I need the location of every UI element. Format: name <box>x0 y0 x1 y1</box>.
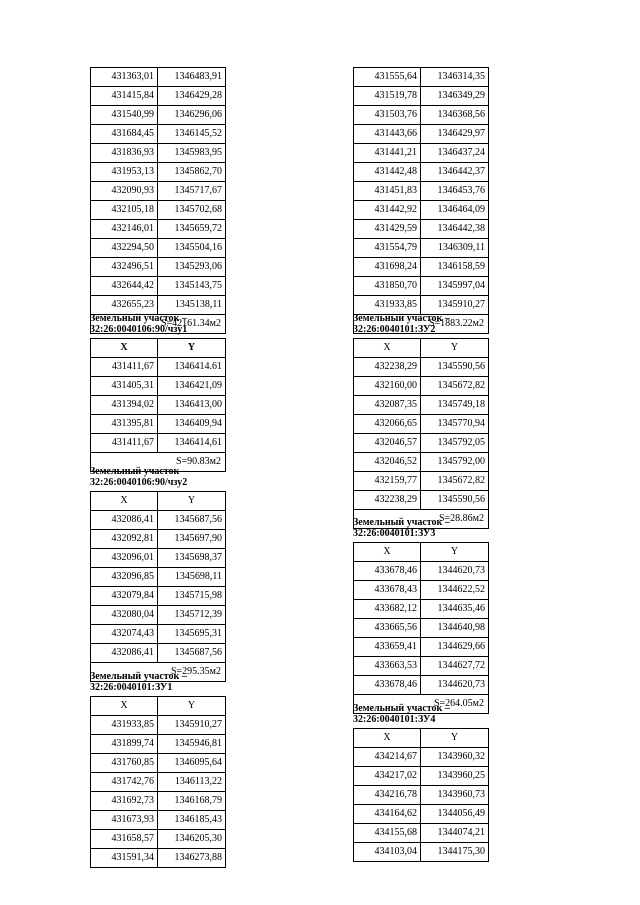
column-header-x: X <box>91 492 158 511</box>
coordinate-table <box>353 542 489 714</box>
table-row: 433682,12 1344635,46 <box>354 600 489 619</box>
table-header-row <box>91 697 226 716</box>
parcel-title: Земельный участок – 32:26:0040101:ЗУ4 <box>353 703 450 725</box>
table-row: 432294,50 1345504,16 <box>91 239 226 258</box>
column-header-y: Y <box>421 729 489 748</box>
parcel-title: Земельный участок – 32:26:0040101:ЗУ3 <box>353 517 450 539</box>
table-row: 431443,66 1346429,97 <box>354 125 489 144</box>
table-row: 433659,41 1344629,66 <box>354 638 489 657</box>
parcel-title: Земельный участок – 32:26:0040106:90/чзу2 <box>90 466 188 488</box>
table-row: 432105,18 1345702,68 <box>91 201 226 220</box>
table-row: 434164,62 1344056,49 <box>354 805 489 824</box>
column-header-x: X <box>91 339 158 358</box>
table-row: 431742,76 1346113,22 <box>91 773 226 792</box>
table-row: 433663,53 1344627,72 <box>354 657 489 676</box>
area-value: S=42161.34м2 <box>91 315 226 334</box>
table-row: 431933,85 1345910,27 <box>354 296 489 315</box>
table-row: 431451,83 1346453,76 <box>354 182 489 201</box>
column-header-y: Y <box>158 697 226 716</box>
coordinate-table <box>353 728 489 862</box>
table-row: 432160,00 1345672,82 <box>354 377 489 396</box>
table-row: 431554,79 1346309,11 <box>354 239 489 258</box>
table-header-row <box>91 339 226 358</box>
table-row: 434214,67 1343960,32 <box>354 748 489 767</box>
table-row: 432238,29 1345590,56 <box>354 491 489 510</box>
table-row: 433678,43 1344622,52 <box>354 581 489 600</box>
table-row: 431394,02 1346413,00 <box>91 396 226 415</box>
table-row: 433678,46 1344620,73 <box>354 676 489 695</box>
table-row: 431429,59 1346442,38 <box>354 220 489 239</box>
parcel-title: Земельный участок – 32:26:0040106:90/чзу1 <box>90 313 188 335</box>
table-row: 434155,68 1344074,21 <box>354 824 489 843</box>
table-block <box>353 67 489 334</box>
table-row: 431760,85 1346095,64 <box>91 754 226 773</box>
table-row: 431850,70 1345997,04 <box>354 277 489 296</box>
table-row: 432046,52 1345792,00 <box>354 453 489 472</box>
table-row: 431503,76 1346368,56 <box>354 106 489 125</box>
table-row: 432159,77 1345672,82 <box>354 472 489 491</box>
table-row: 432086,41 1345687,56 <box>91 511 226 530</box>
area-value: S=90.83м2 <box>91 453 226 472</box>
coordinate-table <box>90 67 226 334</box>
area-value: S=295.35м2 <box>91 663 226 682</box>
table-row: 431673,93 1346185,43 <box>91 811 226 830</box>
parcel-block <box>90 466 226 682</box>
parcel-block <box>90 671 226 868</box>
coordinate-table <box>90 696 226 868</box>
table-row: 434217,02 1343960,25 <box>354 767 489 786</box>
table-row: 431519,78 1346349,29 <box>354 87 489 106</box>
table-row: 431405,31 1346421,09 <box>91 377 226 396</box>
area-value: S=1883.22м2 <box>354 315 489 334</box>
table-row: 431933,85 1345910,27 <box>91 716 226 735</box>
coordinate-table <box>90 338 226 472</box>
table-row: 431555,64 1346314,35 <box>354 68 489 87</box>
table-row: 432146,01 1345659,72 <box>91 220 226 239</box>
column-header-y: Y <box>421 339 489 358</box>
table-row: 432090,93 1345717,67 <box>91 182 226 201</box>
area-value: S=264.05м2 <box>354 695 489 714</box>
table-row: 431540,99 1346296,06 <box>91 106 226 125</box>
table-row: 431411,67 1346414,61 <box>91 434 226 453</box>
table-row: 434216,78 1343960,73 <box>354 786 489 805</box>
table-row: 431441,21 1346437,24 <box>354 144 489 163</box>
table-row: 432092,81 1345697,90 <box>91 530 226 549</box>
table-row: 432096,01 1345698,37 <box>91 549 226 568</box>
table-header-row <box>354 339 489 358</box>
table-row: 431442,48 1346442,37 <box>354 163 489 182</box>
table-row: 431363,01 1346483,91 <box>91 68 226 87</box>
table-block <box>90 67 226 334</box>
table-row: 432087,35 1345749,18 <box>354 396 489 415</box>
column-header-x: X <box>354 339 421 358</box>
coordinate-table <box>90 491 226 682</box>
table-row: 432096,85 1345698,11 <box>91 568 226 587</box>
table-row: 432086,41 1345687,56 <box>91 644 226 663</box>
coordinate-table <box>353 67 489 334</box>
table-row: 432080,04 1345712,39 <box>91 606 226 625</box>
table-row: 432496,51 1345293,06 <box>91 258 226 277</box>
table-row: 432079,84 1345715,98 <box>91 587 226 606</box>
area-value: S=28.86м2 <box>354 510 489 529</box>
parcel-block <box>353 703 489 862</box>
table-header-row <box>354 543 489 562</box>
parcel-block <box>353 517 489 714</box>
table-row: 431415,84 1346429,28 <box>91 87 226 106</box>
table-row: 431692,73 1346168,79 <box>91 792 226 811</box>
table-row: 433678,46 1344620,73 <box>354 562 489 581</box>
column-header-y: Y <box>158 339 226 358</box>
table-row: 431953,13 1345862,70 <box>91 163 226 182</box>
table-row: 431411,67 1346414.61 <box>91 358 226 377</box>
table-row: 431658,57 1346205,30 <box>91 830 226 849</box>
table-row: 431395,81 1346409,94 <box>91 415 226 434</box>
table-row: 432066,65 1345770,94 <box>354 415 489 434</box>
table-row: 432644,42 1345143,75 <box>91 277 226 296</box>
table-header-row <box>91 492 226 511</box>
table-header-row <box>354 729 489 748</box>
parcel-block <box>90 313 226 472</box>
table-row: 432655,23 1345138,11 <box>91 296 226 315</box>
column-header-y: Y <box>158 492 226 511</box>
column-header-x: X <box>354 729 421 748</box>
column-header-y: Y <box>421 543 489 562</box>
parcel-title: Земельный участок – 32:26:0040101:ЗУ2 <box>353 313 450 335</box>
table-row: 431591,34 1346273,88 <box>91 849 226 868</box>
table-row: 432238,29 1345590,56 <box>354 358 489 377</box>
table-row: 431899,74 1345946,81 <box>91 735 226 754</box>
parcel-block <box>353 313 489 529</box>
table-row: 431836,93 1345983,95 <box>91 144 226 163</box>
table-row: 431684,45 1346145,52 <box>91 125 226 144</box>
column-header-x: X <box>91 697 158 716</box>
table-row: 431442,92 1346464,09 <box>354 201 489 220</box>
table-row: 432046,57 1345792,05 <box>354 434 489 453</box>
table-row: 431698,24 1346158,59 <box>354 258 489 277</box>
table-row: 432074,43 1345695,31 <box>91 625 226 644</box>
table-row: 434103,04 1344175,30 <box>354 843 489 862</box>
coordinate-table <box>353 338 489 529</box>
table-row: 433665,56 1344640,98 <box>354 619 489 638</box>
parcel-title: Земельный участок – 32:26:0040101:ЗУ1 <box>90 671 187 693</box>
column-header-x: X <box>354 543 421 562</box>
